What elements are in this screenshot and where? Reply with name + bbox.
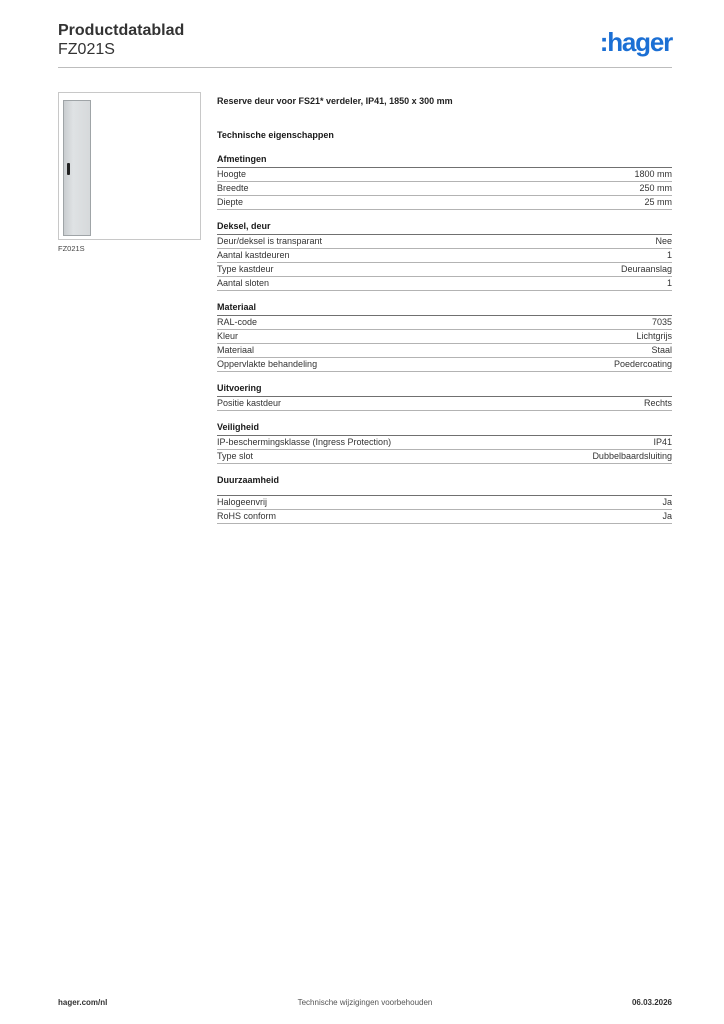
spec-label: IP-beschermingsklasse (Ingress Protection) — [217, 437, 392, 447]
spec-value: Poedercoating — [613, 359, 672, 369]
spec-label: Aantal kastdeuren — [217, 250, 290, 260]
hager-logo: :hager — [599, 27, 672, 57]
spec-value: Rechts — [643, 398, 672, 408]
footer-website: hager.com/nl — [58, 998, 108, 1007]
spec-group-title: Duurzaamheid — [217, 475, 672, 496]
spec-label: Positie kastdeur — [217, 398, 282, 408]
spec-group-title: Deksel, deur — [217, 221, 672, 235]
spec-row — [217, 450, 672, 464]
spec-label: RoHS conform — [217, 511, 277, 521]
header-divider — [58, 67, 672, 68]
footer-disclaimer: Technische wijzigingen voorbehouden — [297, 998, 433, 1007]
door-handle — [67, 163, 70, 175]
spec-row — [217, 397, 672, 411]
spec-group — [217, 383, 672, 411]
spec-label: Deur/deksel is transparant — [217, 236, 323, 246]
specifications — [217, 96, 672, 524]
spec-value: Ja — [662, 511, 672, 521]
product-code: FZ021S — [58, 41, 115, 58]
spec-row — [217, 436, 672, 450]
spec-label: Aantal sloten — [217, 278, 270, 288]
spec-label: Breedte — [217, 183, 249, 193]
spec-row — [217, 235, 672, 249]
spec-label: RAL-code — [217, 317, 258, 327]
spec-label: Materiaal — [217, 345, 255, 355]
section-heading: Technische eigenschappen — [217, 130, 334, 140]
spec-row — [217, 316, 672, 330]
spec-label: Hoogte — [217, 169, 247, 179]
footer-date: 06.03.2026 — [631, 998, 672, 1007]
spec-group — [217, 475, 672, 524]
product-description: Reserve deur voor FS21* verdeler, IP41, 1850 x 300 mm — [217, 96, 453, 106]
spec-groups — [217, 154, 672, 524]
spec-value: Nee — [655, 236, 672, 246]
image-caption: FZ021S — [58, 244, 85, 253]
page-footer — [58, 998, 672, 1012]
spec-value: 250 mm — [639, 183, 672, 193]
spec-group — [217, 154, 672, 210]
spec-value: Dubbelbaardsluiting — [592, 451, 672, 461]
spec-label: Oppervlakte behandeling — [217, 359, 318, 369]
spec-row — [217, 358, 672, 372]
spec-label: Type kastdeur — [217, 264, 274, 274]
spec-label: Type slot — [217, 451, 254, 461]
spec-group-title: Afmetingen — [217, 154, 672, 168]
product-image — [58, 92, 201, 240]
spec-group — [217, 302, 672, 372]
spec-row — [217, 277, 672, 291]
spec-value: 1 — [666, 250, 672, 260]
spec-row — [217, 510, 672, 524]
document-title: Productdatablad — [58, 22, 185, 39]
door-illustration — [63, 100, 91, 236]
spec-row — [217, 249, 672, 263]
spec-row — [217, 168, 672, 182]
spec-value: 25 mm — [644, 197, 672, 207]
spec-group-title: Materiaal — [217, 302, 672, 316]
spec-value: 1800 mm — [634, 169, 672, 179]
spec-row — [217, 196, 672, 210]
spec-value: 7035 — [651, 317, 672, 327]
spec-value: Deuraanslag — [620, 264, 672, 274]
spec-value: Ja — [662, 497, 672, 507]
page-header — [58, 20, 672, 70]
spec-group-title: Veiligheid — [217, 422, 672, 436]
spec-label: Diepte — [217, 197, 244, 207]
spec-value: Staal — [651, 345, 672, 355]
spec-row — [217, 182, 672, 196]
spec-group — [217, 221, 672, 291]
spec-row — [217, 496, 672, 510]
spec-label: Halogeenvrij — [217, 497, 268, 507]
spec-value: 1 — [666, 278, 672, 288]
spec-group-title: Uitvoering — [217, 383, 672, 397]
spec-row — [217, 330, 672, 344]
spec-value: Lichtgrijs — [636, 331, 672, 341]
spec-label: Kleur — [217, 331, 239, 341]
spec-value: IP41 — [653, 437, 672, 447]
spec-group — [217, 422, 672, 464]
spec-row — [217, 263, 672, 277]
spec-row — [217, 344, 672, 358]
